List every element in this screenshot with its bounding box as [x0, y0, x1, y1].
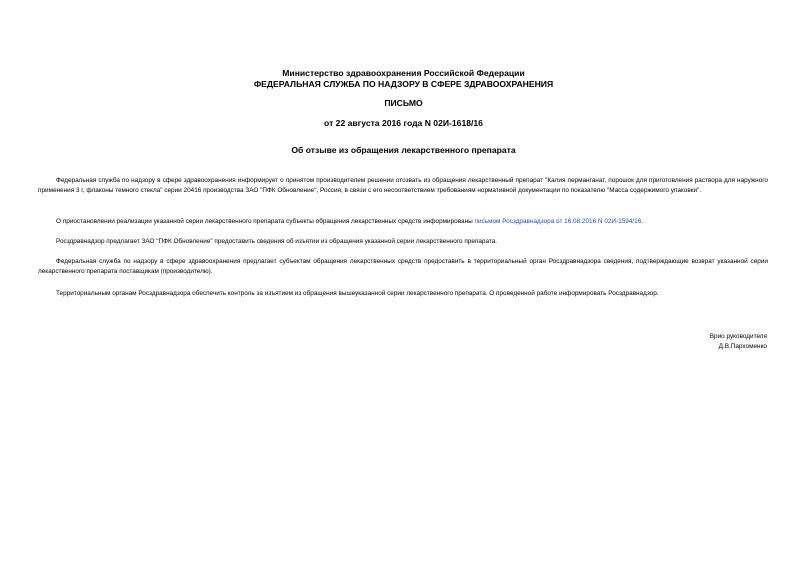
paragraph-suspension-end: .: [641, 218, 644, 225]
paragraph-territorial-control: Территориальным органам Росздравнадзора обеспечить контроль за изъятием из обращения вышеуказанной серии лекарственного препарата. О проведенной работе информировать Росздравнадзор.: [56, 290, 659, 297]
paragraph-suspension: [38, 217, 768, 227]
document-date-number: от 22 августа 2016 года N 02И-1618/16: [324, 118, 483, 128]
signatory-name: Д.В.Пархоменко: [718, 343, 767, 350]
document-subject: Об отзыве из обращения лекарственного препарата: [291, 145, 516, 155]
signatory-position: Врио руководителя: [709, 333, 767, 340]
paragraph-subjects-request: Федеральная служба по надзору в сфере здравоохранения предлагает субъектам обращения лекарственных средств предоставить в территориальный орган Росздравнадзора сведения, подтверждающие возврат указанной серии лекарственного препарата поставщикам (производителю).: [38, 258, 768, 275]
service-name: ФЕДЕРАЛЬНАЯ СЛУЖБА ПО НАДЗОРУ В СФЕРЕ ЗДРАВООХРАНЕНИЯ: [253, 79, 554, 89]
paragraph-manufacturer-request: Росздравнадзор предлагает ЗАО "ПФК Обновление" предоставить сведения об изъятии из обращения указанной серии лекарственного препарата.: [56, 238, 498, 245]
document-type: ПИСЬМО: [384, 98, 423, 108]
paragraph-recall-notice: Федеральная служба по надзору в сфере здравоохранения информирует о принятом производителем решении отозвать из обращения лекарственный препарат "Калия перманганат, порошок для приготовления раствора для наружного применения 3 г, флаконы темного стекла" серии 20416 производства ЗАО "ПФК Обновление", Россия, в связи с его несоответствием требованиям нормативной документации по показателю "Масса содержимого упаковки".: [38, 177, 768, 194]
referenced-letter-link[interactable]: письмом Росздравнадзора от 16.08.2016 N 02И-1594/16: [474, 218, 642, 225]
paragraph-suspension-text: О приостановлении реализации указанной серии лекарственного препарата субъекты обращения лекарственных средств информированы: [56, 218, 475, 225]
ministry-name: Министерство здравоохранения Российской Федерации: [282, 68, 525, 78]
